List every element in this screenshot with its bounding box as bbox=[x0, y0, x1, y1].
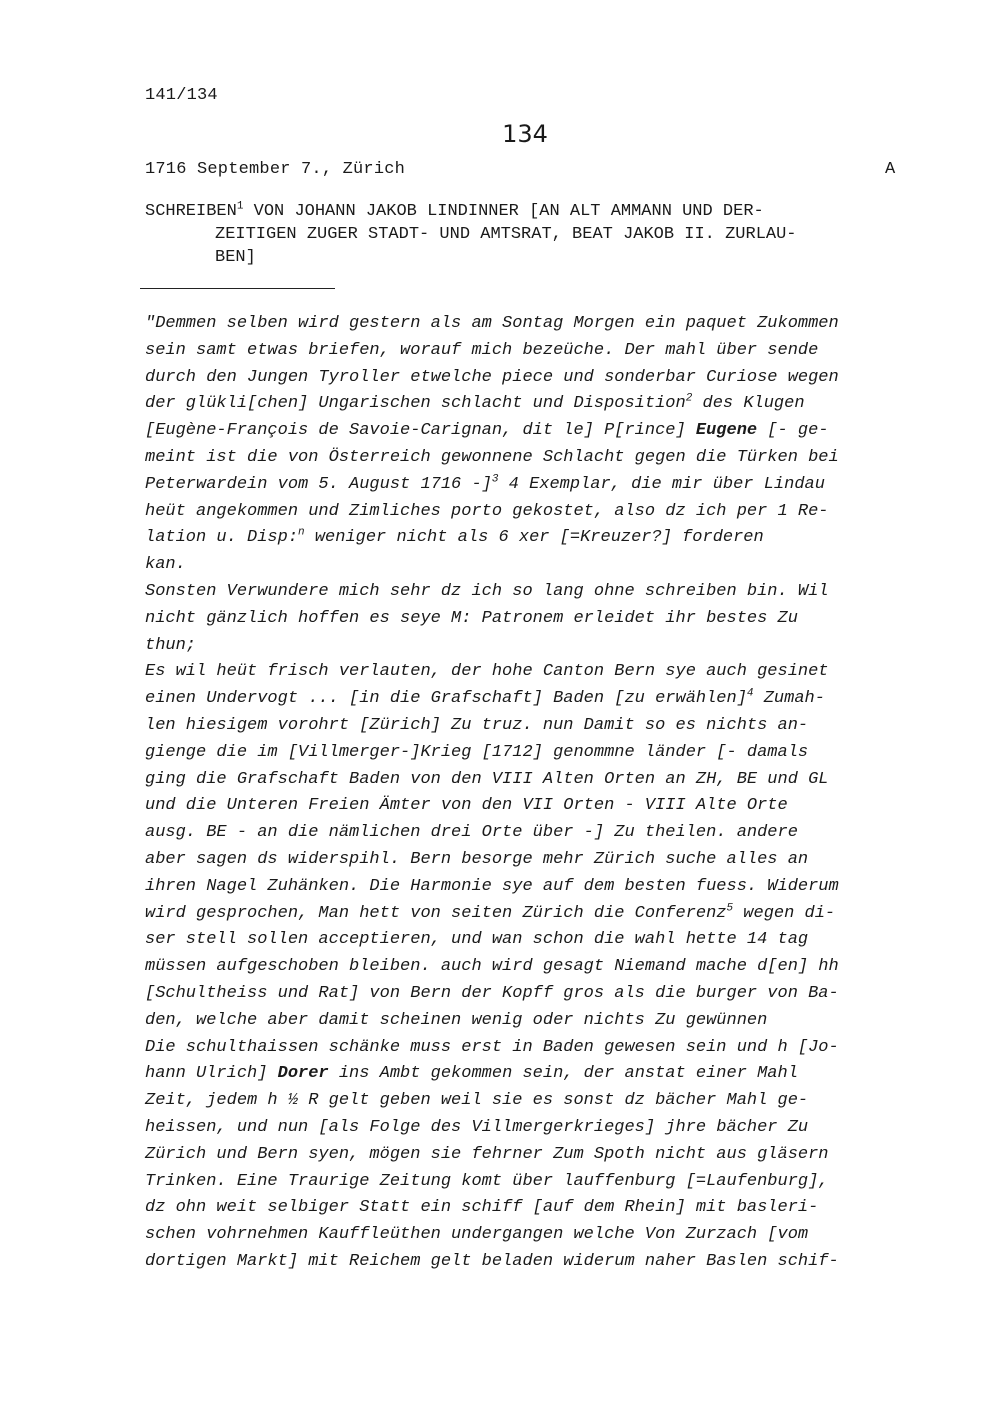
superscript-abbreviation: n bbox=[298, 526, 305, 539]
heading-divider bbox=[140, 288, 335, 289]
text-span: ins Ambt gekommen sein, der anstat einer Mahl bbox=[328, 1064, 798, 1084]
footnote-marker: 4 bbox=[746, 687, 754, 700]
text-span: lation u. Disp: bbox=[145, 528, 299, 548]
text-line: Zeit, jedem h ½ R gelt geben weil sie es sonst dz bächer Mahl ge- bbox=[145, 1091, 809, 1111]
text-line bbox=[145, 1061, 915, 1088]
footnote-marker: 3 bbox=[491, 473, 499, 486]
text-line: heissen, und nun [als Folge des Villmergerkrieges] jhre bächer Zu bbox=[145, 1117, 809, 1137]
text-line: müssen aufgeschoben bleiben. auch wird gesagt Niemand mache d[en] hh bbox=[145, 957, 839, 977]
text-span: 4 Exemplar, die mir über Lindau bbox=[498, 474, 825, 494]
text-line bbox=[145, 418, 915, 445]
heading-text: SCHREIBEN bbox=[145, 202, 237, 221]
footnote-marker: 1 bbox=[236, 200, 244, 213]
heading-line bbox=[145, 200, 905, 223]
text-span: wird gesprochen, Man hett von seiten Zürich die Conferenz bbox=[145, 903, 727, 923]
text-line bbox=[145, 686, 915, 713]
text-line: durch den Jungen Tyroller etwelche piece und sonderbar Curiose wegen bbox=[145, 367, 839, 387]
text-span: Peterwardein vom 5. August 1716 -] bbox=[145, 474, 492, 494]
text-line: sein samt etwas briefen, worauf mich bezeüche. Der mahl über sende bbox=[145, 340, 819, 360]
text-line bbox=[145, 525, 915, 552]
text-line: ging die Grafschaft Baden von den VIII Alten Orten an ZH, BE und GL bbox=[145, 769, 829, 789]
text-line: ausg. BE - an die nämlichen drei Orte über -] Zu theilen. andere bbox=[145, 823, 798, 843]
text-line: gienge die im [Villmerger-]Krieg [1712] genommne länder [- damals bbox=[145, 742, 809, 762]
text-line: ser stell sollen acceptieren, und wan schon die wahl hette 14 tag bbox=[145, 930, 809, 950]
text-line: den, welche aber damit scheinen wenig oder nichts Zu gewünnen bbox=[145, 1010, 768, 1030]
person-name: Dorer bbox=[277, 1064, 329, 1084]
heading-text: VON JOHANN JAKOB LINDINNER [AN ALT AMMANN UND DER- bbox=[243, 202, 764, 221]
text-line: nicht gänzlich hoffen es seye M: Patronem erleidet ihr bestes Zu bbox=[145, 608, 798, 628]
text-line: schen vohrnehmen Kauffleüthen undergangen welche Von Zurzach [vom bbox=[145, 1225, 809, 1245]
text-line: und die Unteren Freien Ämter von den VII Orten - VIII Alte Orte bbox=[145, 796, 788, 816]
text-line: "Demmen selben wird gestern als am Sontag Morgen ein paquet Zukommen bbox=[145, 314, 839, 333]
text-line: [Schultheiss und Rat] von Bern der Kopff gros als die burger von Ba- bbox=[145, 983, 839, 1003]
text-line: Zürich und Bern syen, mögen sie fehrner Zum Spoth nicht aus gläsern bbox=[145, 1144, 829, 1164]
letter-transcription bbox=[145, 311, 915, 1276]
text-line: heüt angekommen und Zimliches porto gekostet, also dz ich per 1 Re- bbox=[145, 501, 829, 521]
text-line: Es wil heüt frisch verlauten, der hohe Canton Bern sye auch gesinet bbox=[145, 662, 829, 682]
text-span: einen Undervogt ... [in die Grafschaft] Baden [zu erwählen] bbox=[145, 689, 747, 709]
footnote-marker: 5 bbox=[726, 901, 734, 914]
text-line: Trinken. Eine Traurige Zeitung komt über lauffenburg [=Laufenburg], bbox=[145, 1171, 829, 1191]
text-line bbox=[145, 901, 915, 928]
person-name: Eugene bbox=[695, 421, 758, 441]
document-heading bbox=[145, 200, 905, 269]
text-line: Sonsten Verwundere mich sehr dz ich so lang ohne schreiben bin. Wil bbox=[145, 581, 829, 601]
text-line: kan. bbox=[145, 555, 186, 575]
text-span: der glükli[chen] Ungarischen schlacht und Disposition bbox=[145, 394, 686, 414]
document-kind: A bbox=[885, 160, 896, 179]
text-line: dortigen Markt] mit Reichem gelt beladen widerum naher Baslen schif- bbox=[145, 1251, 839, 1271]
dateline: 1716 September 7., Zürich bbox=[145, 160, 406, 179]
text-line: ihren Nagel Zuhänken. Die Harmonie sye auf dem besten fuess. Widerum bbox=[145, 876, 839, 896]
text-span: [- ge- bbox=[757, 421, 829, 441]
document-number: 134 bbox=[502, 120, 548, 148]
text-line: aber sagen ds widerspihl. Bern besorge mehr Zürich suche alles an bbox=[145, 849, 809, 869]
text-span: weniger nicht als 6 xer [=Kreuzer?] forderen bbox=[304, 528, 764, 548]
text-line: meint ist die von Österreich gewonnene Schlacht gegen die Türken bei bbox=[145, 447, 839, 467]
text-span: des Klugen bbox=[692, 394, 805, 414]
text-span: wegen di- bbox=[733, 903, 836, 923]
text-line: dz ohn weit selbiger Statt ein schiff [auf dem Rhein] mit basleri- bbox=[145, 1198, 819, 1218]
text-line: len hiesigem vorohrt [Zürich] Zu truz. nun Damit so es nichts an- bbox=[145, 715, 809, 735]
text-line bbox=[145, 391, 915, 418]
heading-line: ZEITIGEN ZUGER STADT- UND AMTSRAT, BEAT JAKOB II. ZURLAU- bbox=[215, 225, 797, 244]
heading-line: BEN] bbox=[215, 248, 256, 267]
text-span: [Eugène-François de Savoie-Carignan, dit le] P[rince] bbox=[145, 421, 696, 441]
text-line: Die schulthaissen schänke muss erst in Baden gewesen sein und h [Jo- bbox=[145, 1037, 839, 1057]
text-line bbox=[145, 472, 915, 499]
text-line: thun; bbox=[145, 635, 197, 655]
document-reference: 141/134 bbox=[145, 86, 218, 105]
text-span: Zumah- bbox=[753, 689, 825, 709]
footnote-marker: 2 bbox=[685, 392, 693, 405]
text-span: hann Ulrich] bbox=[145, 1064, 278, 1084]
